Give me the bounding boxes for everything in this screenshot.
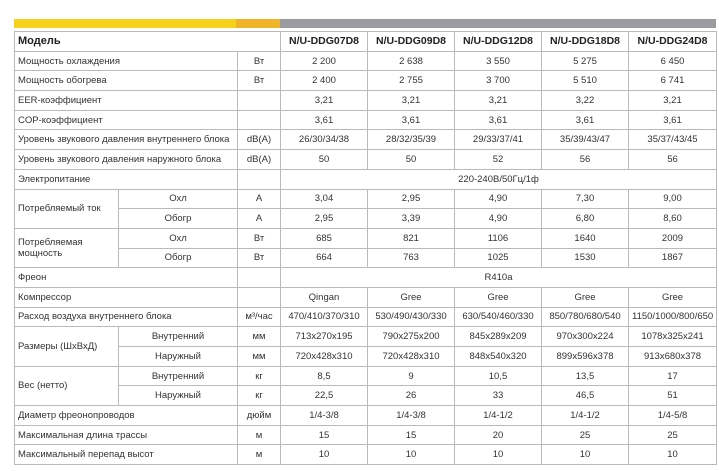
value-cell: 3,21	[368, 91, 455, 111]
sub-label: Наружный	[119, 386, 238, 406]
value-cell: 28/32/35/39	[368, 130, 455, 150]
value-cell: 1025	[455, 248, 542, 268]
value-cell: 3 700	[455, 71, 542, 91]
value-cell: 52	[455, 150, 542, 170]
value-cell: 630/540/460/330	[455, 307, 542, 327]
value-cell: 35/39/43/47	[542, 130, 629, 150]
value-cell: 5 275	[542, 51, 629, 71]
header-row	[15, 32, 717, 52]
value-cell: 17	[629, 366, 717, 386]
row-weight-outdoor	[15, 386, 717, 406]
value-cell: 1867	[629, 248, 717, 268]
value-cell: 2 400	[281, 71, 368, 91]
row-cooling	[15, 51, 717, 71]
unit-cell: мм	[238, 327, 281, 347]
value-cell: 848x540x320	[455, 347, 542, 367]
unit-cell: кг	[238, 386, 281, 406]
sub-label: Охл	[119, 189, 238, 209]
unit-cell	[238, 110, 281, 130]
value-cell: 35/37/43/45	[629, 130, 717, 150]
accent-yellow	[14, 19, 236, 28]
value-cell: 26/30/34/38	[281, 130, 368, 150]
value-cell: 1/4-1/2	[542, 406, 629, 426]
value-cell: 2009	[629, 228, 717, 248]
unit-cell: м³/час	[238, 307, 281, 327]
value-cell: 3,21	[629, 91, 717, 111]
row-label: Максимальный перепад высот	[15, 445, 238, 465]
value-cell: 3,22	[542, 91, 629, 111]
value-cell: 220-240В/50Гц/1ф	[281, 169, 717, 189]
value-cell: 2,95	[281, 209, 368, 229]
value-cell: 33	[455, 386, 542, 406]
sub-label: Внутренний	[119, 327, 238, 347]
unit-cell: Вт	[238, 51, 281, 71]
unit-cell	[238, 287, 281, 307]
value-cell: 850/780/680/540	[542, 307, 629, 327]
row-consumption-heat	[15, 248, 717, 268]
value-cell: 9	[368, 366, 455, 386]
value-cell: 685	[281, 228, 368, 248]
value-cell: 46,5	[542, 386, 629, 406]
value-cell: 470/410/370/310	[281, 307, 368, 327]
row-label: Размеры (ШхВхД)	[15, 327, 119, 366]
value-cell: 3 550	[455, 51, 542, 71]
value-cell: 22,5	[281, 386, 368, 406]
row-max-length	[15, 425, 717, 445]
sub-label: Внутренний	[119, 366, 238, 386]
value-cell: 25	[542, 425, 629, 445]
row-noise-outdoor	[15, 150, 717, 170]
unit-cell	[238, 91, 281, 111]
value-cell: 10	[542, 445, 629, 465]
value-cell: 3,04	[281, 189, 368, 209]
row-compressor	[15, 287, 717, 307]
row-freon	[15, 268, 717, 288]
row-label: Мощность обогрева	[15, 71, 238, 91]
model-cell: N/U-DDG09D8	[368, 32, 455, 52]
value-cell: 10	[281, 445, 368, 465]
value-cell: 1640	[542, 228, 629, 248]
value-cell: 720x428x310	[281, 347, 368, 367]
spec-table	[14, 31, 717, 465]
row-label: Вес (нетто)	[15, 366, 119, 405]
row-weight-indoor	[15, 366, 717, 386]
value-cell: 3,61	[368, 110, 455, 130]
unit-cell: мм	[238, 347, 281, 367]
value-cell: 970x300x224	[542, 327, 629, 347]
value-cell: 2 638	[368, 51, 455, 71]
row-consumption-cool	[15, 228, 717, 248]
row-current-heat	[15, 209, 717, 229]
value-cell: 4,90	[455, 189, 542, 209]
value-cell: 29/33/37/41	[455, 130, 542, 150]
row-max-height	[15, 445, 717, 465]
value-cell: 20	[455, 425, 542, 445]
row-label: Диаметр фреонопроводов	[15, 406, 238, 426]
row-label: Фреон	[15, 268, 238, 288]
row-label: Максимальная длина трассы	[15, 425, 238, 445]
unit-cell: dB(A)	[238, 130, 281, 150]
value-cell: 1/4-5/8	[629, 406, 717, 426]
unit-cell: А	[238, 209, 281, 229]
value-cell: 4,90	[455, 209, 542, 229]
value-cell: 763	[368, 248, 455, 268]
value-cell: 7,30	[542, 189, 629, 209]
value-cell: 25	[629, 425, 717, 445]
row-label: Мощность охлаждения	[15, 51, 238, 71]
value-cell: 821	[368, 228, 455, 248]
value-cell: 1/4-3/8	[368, 406, 455, 426]
value-cell: Qingan	[281, 287, 368, 307]
value-cell: 720x428x310	[368, 347, 455, 367]
value-cell: 56	[542, 150, 629, 170]
value-cell: Gree	[368, 287, 455, 307]
accent-gray	[280, 19, 716, 28]
value-cell: 3,61	[281, 110, 368, 130]
value-cell: 6 450	[629, 51, 717, 71]
unit-cell: дюйм	[238, 406, 281, 426]
top-accent-bar	[14, 19, 716, 28]
sub-label: Наружный	[119, 347, 238, 367]
value-cell: 790x275x200	[368, 327, 455, 347]
row-label: Компрессор	[15, 287, 238, 307]
value-cell: 6,80	[542, 209, 629, 229]
value-cell: 50	[368, 150, 455, 170]
value-cell: 1/4-1/2	[455, 406, 542, 426]
value-cell: 2 200	[281, 51, 368, 71]
value-cell: Gree	[455, 287, 542, 307]
value-cell: R410a	[281, 268, 717, 288]
row-noise-indoor	[15, 130, 717, 150]
model-cell: N/U-DDG12D8	[455, 32, 542, 52]
unit-cell	[238, 268, 281, 288]
value-cell: Gree	[542, 287, 629, 307]
row-label: Потребляемый ток	[15, 189, 119, 228]
value-cell: 3,61	[542, 110, 629, 130]
value-cell: 1530	[542, 248, 629, 268]
value-cell: 26	[368, 386, 455, 406]
unit-cell	[238, 169, 281, 189]
unit-cell: м	[238, 445, 281, 465]
value-cell: 50	[281, 150, 368, 170]
unit-cell: Вт	[238, 228, 281, 248]
value-cell: 1/4-3/8	[281, 406, 368, 426]
row-label: COP-коэффициент	[15, 110, 238, 130]
row-cop	[15, 110, 717, 130]
value-cell: 15	[368, 425, 455, 445]
sub-label: Охл	[119, 228, 238, 248]
value-cell: 530/490/430/330	[368, 307, 455, 327]
row-label: Уровень звукового давления наружного блока	[15, 150, 238, 170]
row-airflow	[15, 307, 717, 327]
value-cell: 8,60	[629, 209, 717, 229]
value-cell: 3,61	[455, 110, 542, 130]
header-label: Модель	[15, 32, 281, 52]
model-cell: N/U-DDG07D8	[281, 32, 368, 52]
value-cell: Gree	[629, 287, 717, 307]
value-cell: 899x596x378	[542, 347, 629, 367]
row-dims-indoor	[15, 327, 717, 347]
sub-label: Обогр	[119, 248, 238, 268]
value-cell: 10	[455, 445, 542, 465]
value-cell: 51	[629, 386, 717, 406]
row-eer	[15, 91, 717, 111]
value-cell: 3,61	[629, 110, 717, 130]
value-cell: 3,21	[281, 91, 368, 111]
value-cell: 664	[281, 248, 368, 268]
value-cell: 845x289x209	[455, 327, 542, 347]
row-heating	[15, 71, 717, 91]
value-cell: 2 755	[368, 71, 455, 91]
accent-orange	[236, 19, 280, 28]
value-cell: 1078x325x241	[629, 327, 717, 347]
value-cell: 3,21	[455, 91, 542, 111]
model-cell: N/U-DDG24D8	[629, 32, 717, 52]
row-pipe-diameter	[15, 406, 717, 426]
value-cell: 2,95	[368, 189, 455, 209]
value-cell: 713x270x195	[281, 327, 368, 347]
model-cell: N/U-DDG18D8	[542, 32, 629, 52]
row-label: Расход воздуха внутреннего блока	[15, 307, 238, 327]
value-cell: 6 741	[629, 71, 717, 91]
row-label: Уровень звукового давления внутреннего блока	[15, 130, 238, 150]
unit-cell: кг	[238, 366, 281, 386]
value-cell: 13,5	[542, 366, 629, 386]
row-dims-outdoor	[15, 347, 717, 367]
unit-cell: dB(A)	[238, 150, 281, 170]
value-cell: 8,5	[281, 366, 368, 386]
unit-cell: А	[238, 189, 281, 209]
value-cell: 1150/1000/800/650	[629, 307, 717, 327]
row-power-supply	[15, 169, 717, 189]
value-cell: 15	[281, 425, 368, 445]
value-cell: 1106	[455, 228, 542, 248]
value-cell: 3,39	[368, 209, 455, 229]
row-label: Потребляемая мощность	[15, 228, 119, 267]
value-cell: 913x680x378	[629, 347, 717, 367]
value-cell: 10,5	[455, 366, 542, 386]
value-cell: 9,00	[629, 189, 717, 209]
row-current-cool	[15, 189, 717, 209]
value-cell: 56	[629, 150, 717, 170]
row-label: Электропитание	[15, 169, 238, 189]
value-cell: 10	[368, 445, 455, 465]
unit-cell: Вт	[238, 71, 281, 91]
unit-cell: Вт	[238, 248, 281, 268]
value-cell: 5 510	[542, 71, 629, 91]
unit-cell: м	[238, 425, 281, 445]
sub-label: Обогр	[119, 209, 238, 229]
value-cell: 10	[629, 445, 717, 465]
row-label: EER-коэффициент	[15, 91, 238, 111]
